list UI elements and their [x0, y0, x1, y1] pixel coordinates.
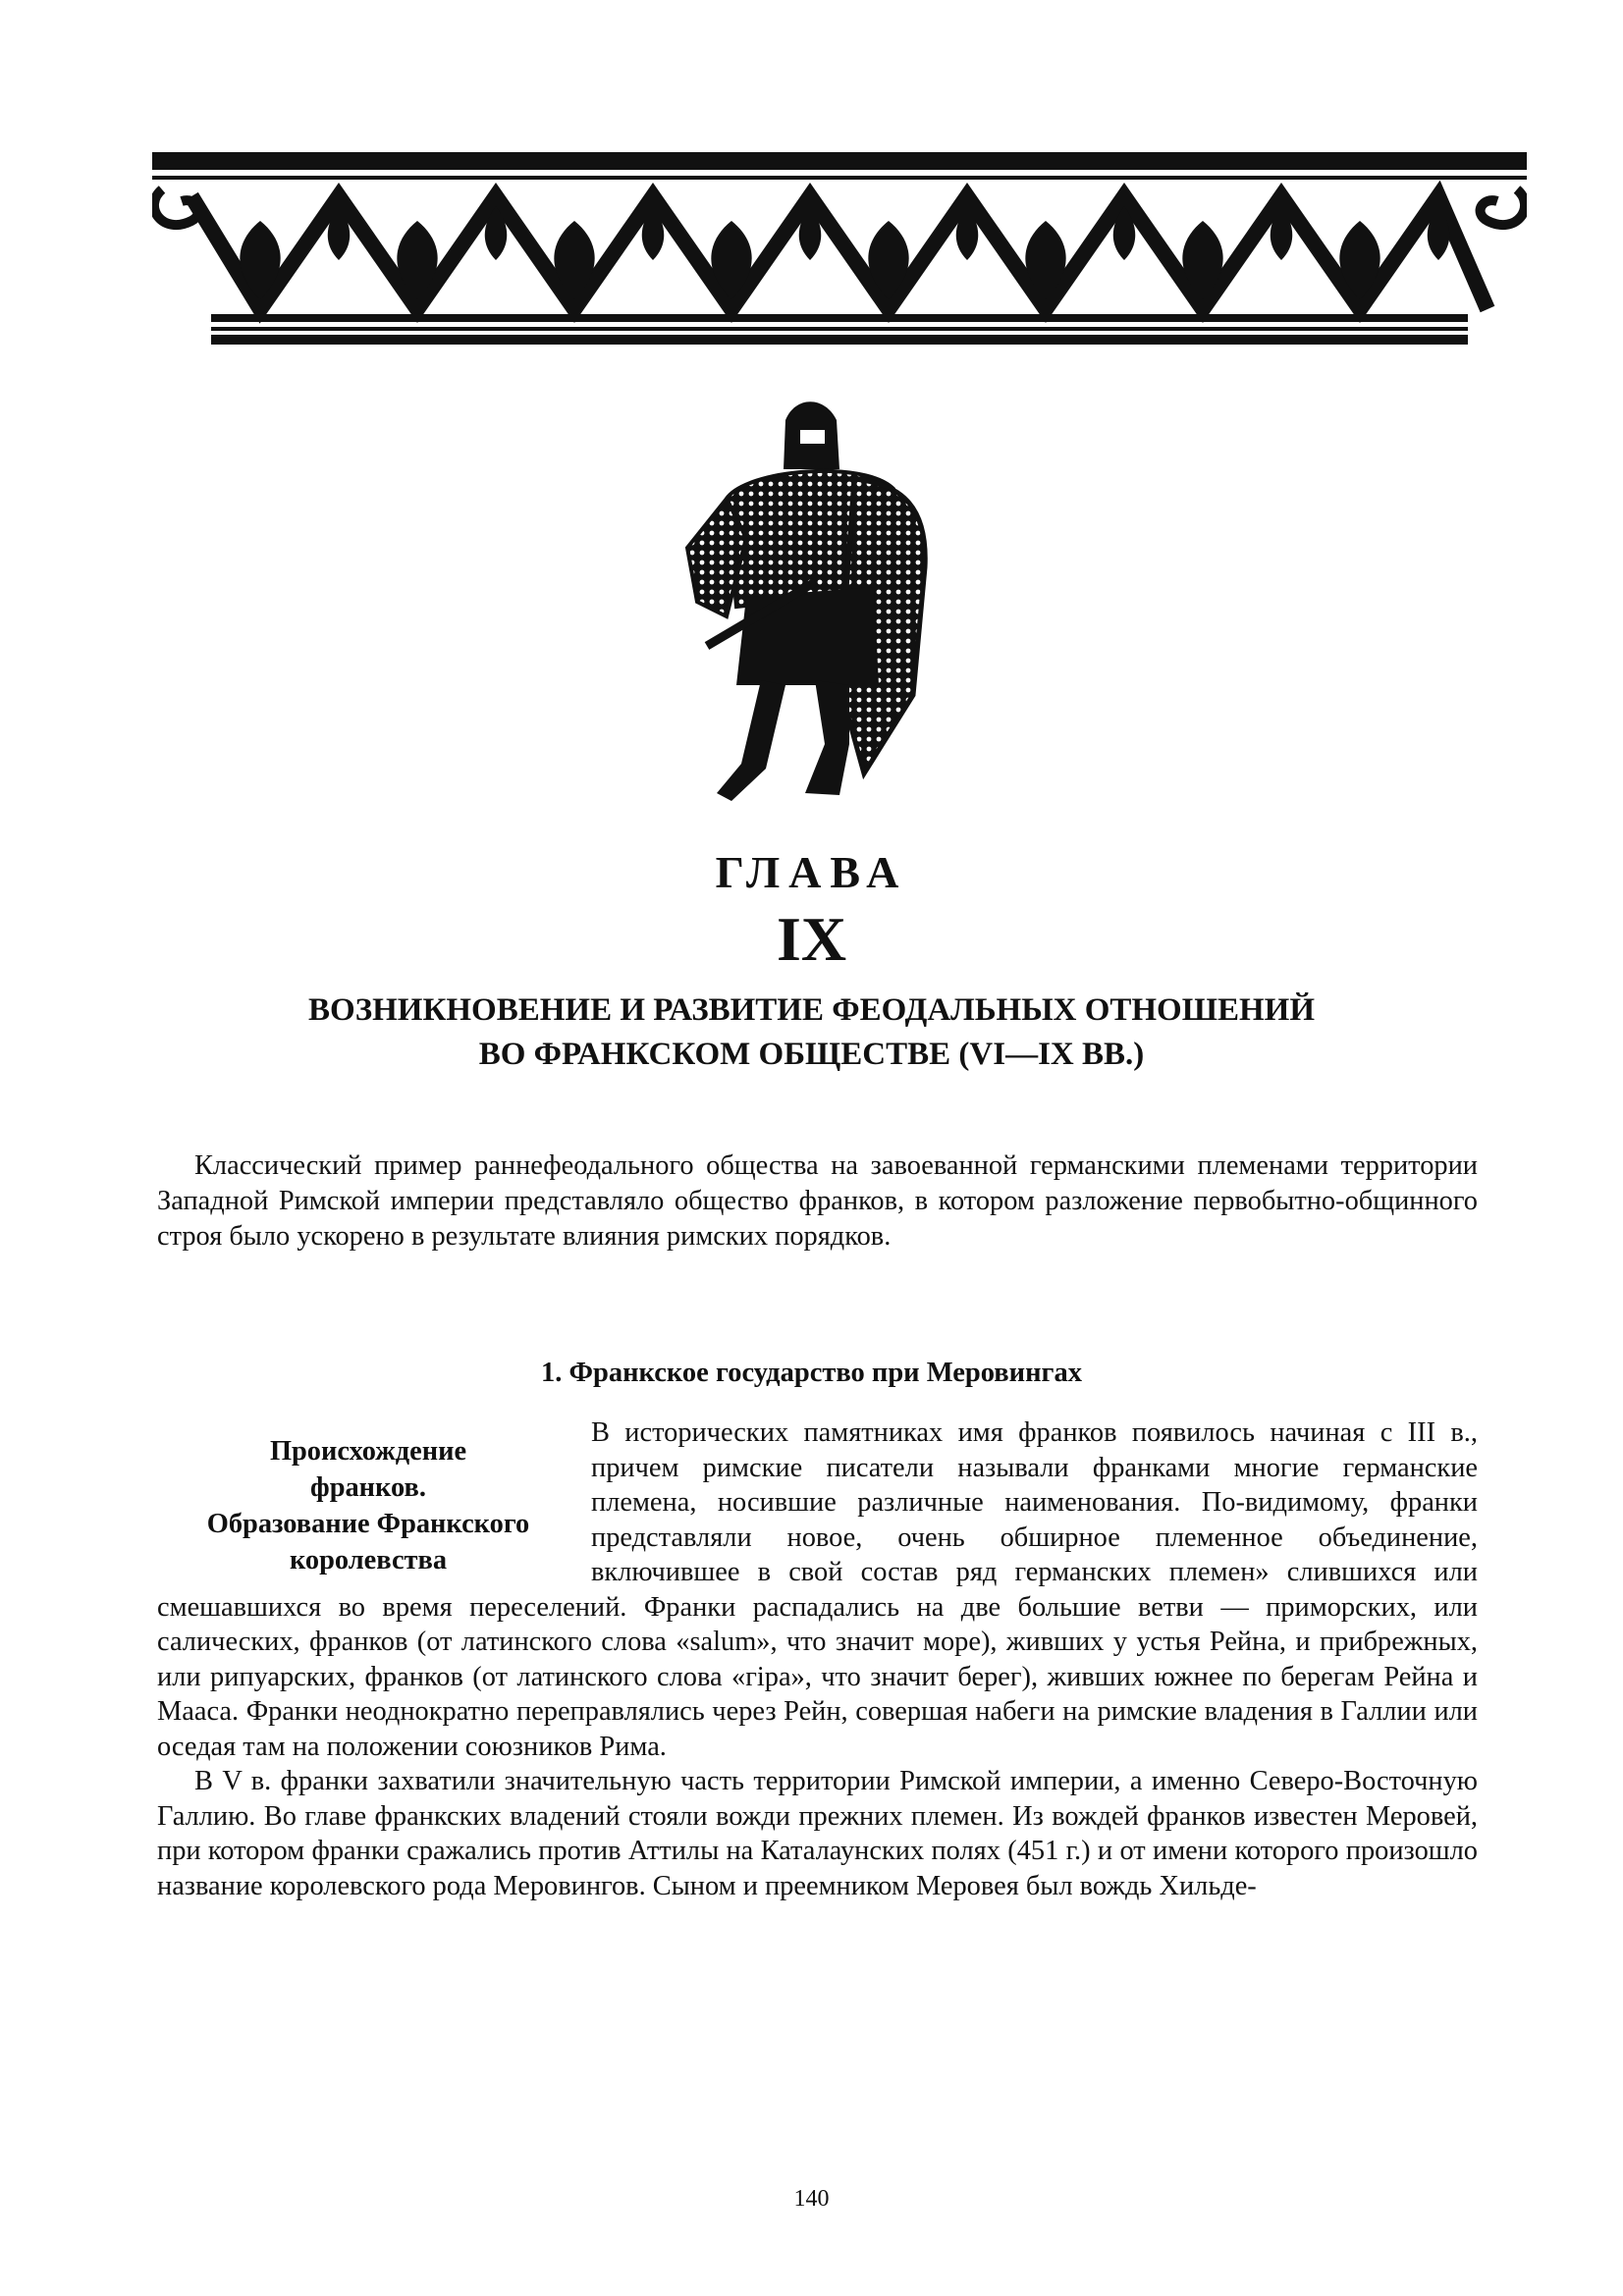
- chapter-number: IX: [776, 904, 847, 974]
- chapter-title: [0, 988, 1623, 1077]
- warrior-illustration: [668, 391, 982, 813]
- chapter-title-line1: ВОЗНИКНОВЕНИЕ И РАЗВИТИЕ ФЕОДАЛЬНЫХ ОТНОШЕНИЙ: [308, 992, 1315, 1028]
- body-paragraph-1: В исторических памятниках имя франков появилось начиная с III в., причем римские писатели называли франками многие германские племена, носившие различные наименования. По-видимому, франки представляли новое, очень обширное племенное объединение, включившее в свой состав ряд германских племен» слившихся или смешавшихся во время переселений. Франки распадались на две большие ветви — приморских, или салических, франков (от латинского слова «salum», что значит море), живших у устья Рейна, и прибрежных, или рипуарских, франков (от латинского слова «гіра», что значит берег), живших южнее по берегам Рейна и Мааса. Франки неоднократно переправлялись через Рейн, совершая набеги на римские владения в Галлии или оседая там на положении союзников Рима.: [157, 1417, 1478, 1762]
- section-body: [157, 1415, 1478, 1903]
- chapter-label: ГЛАВА: [715, 847, 908, 897]
- intro-paragraph: Классический пример раннефеодального общества на завоеванной германскими племенами территории Западной Римской империи представляло общество франков, в котором разложение первобытно-общинного строя было ускорено в результате влияния римских порядков.: [157, 1150, 1478, 1252]
- body-paragraph-2: В V в. франки захватили значительную часть территории Римской империи, а именно Северо-Восточную Галлию. Во главе франкских владений стояли вожди прежних племен. Из вождей франков известен Меровей, при котором франки сражались против Аттилы на Каталаунских полях (451 г.) и от имени которого произошло название королевского рода Меровингов. Сыном и преемником Меровея был вождь Хильде-: [157, 1766, 1478, 1901]
- margin-heading: [157, 1433, 579, 1578]
- margin-heading-line3: Образование Франкского: [206, 1509, 530, 1539]
- page-number: 140: [793, 2186, 830, 2212]
- margin-heading-line4: королевства: [289, 1545, 448, 1575]
- section-heading: 1. Франкское государство при Меровингах: [541, 1358, 1082, 1388]
- margin-heading-line2: франков.: [310, 1472, 426, 1503]
- chapter-title-line2: ВО ФРАНКСКОМ ОБЩЕСТВЕ (VI—IX ВВ.): [478, 1037, 1145, 1072]
- ornamental-header-band: [152, 152, 1527, 348]
- margin-heading-line1: Происхождение: [269, 1436, 467, 1467]
